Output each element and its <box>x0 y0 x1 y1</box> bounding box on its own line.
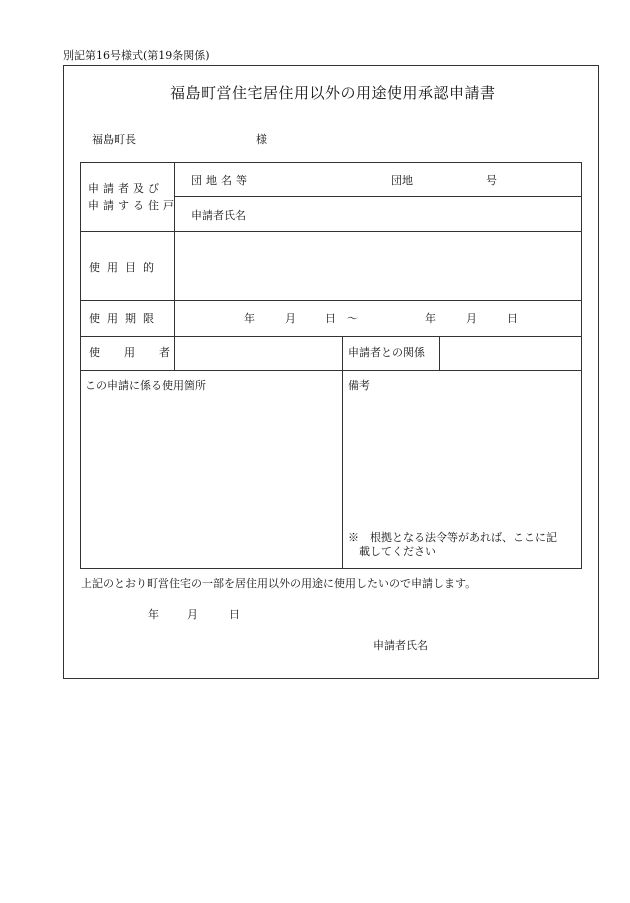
form-title: 福島町営住宅居住用以外の用途使用承認申請書 <box>170 84 496 102</box>
relation-field[interactable] <box>441 338 580 369</box>
date-day: 日 <box>229 608 240 621</box>
column-divider <box>174 162 175 370</box>
row-divider <box>80 336 582 337</box>
addressee: 福島町長 <box>92 133 136 146</box>
complex-name-label: 団地名等 <box>191 174 251 187</box>
date-year: 年 <box>148 608 159 621</box>
usage-location-field[interactable] <box>82 396 340 567</box>
column-divider <box>342 336 343 569</box>
purpose-field[interactable] <box>176 233 580 299</box>
applicant-label-line1: 申請者及び <box>88 182 163 195</box>
declaration-text: 上記のとおり町営住宅の一部を居住用以外の用途に使用したいので申請します。 <box>81 577 477 590</box>
applicant-name-label: 申請者氏名 <box>191 209 246 222</box>
user-label: 使用者 <box>89 346 194 359</box>
honorific: 様 <box>256 133 267 146</box>
relation-label: 申請者との関係 <box>348 346 425 359</box>
period-end-day: 日 <box>507 312 518 325</box>
form-number: 別記第16号様式(第19条関係) <box>63 49 210 62</box>
row-divider <box>80 231 582 232</box>
usage-location-label: この申請に係る使用箇所 <box>85 379 206 392</box>
unit-number-label: 号 <box>486 174 497 187</box>
remarks-note-line2: 載してください <box>359 545 436 558</box>
period-label: 使用期限 <box>89 312 161 325</box>
period-end-year: 年 <box>425 312 436 325</box>
row-divider <box>80 300 582 301</box>
period-start-day: 日 <box>325 312 336 325</box>
column-divider <box>439 336 440 370</box>
applicant-label-line2: 申請する住戸 <box>88 199 178 212</box>
user-field[interactable] <box>176 338 340 369</box>
signature-label: 申請者氏名 <box>373 639 428 652</box>
period-start-year: 年 <box>244 312 255 325</box>
complex-unit-label: 団地 <box>391 174 413 187</box>
date-month: 月 <box>187 608 198 621</box>
remarks-label: 備考 <box>348 379 370 392</box>
row-divider <box>80 370 582 371</box>
remarks-note-line1: ※ 根拠となる法令等があれば、ここに記 <box>348 531 557 544</box>
period-start-month: 月 <box>285 312 296 325</box>
period-tilde: ～ <box>347 312 358 325</box>
purpose-label: 使用目的 <box>89 261 161 274</box>
row-divider <box>174 196 582 197</box>
period-end-month: 月 <box>466 312 477 325</box>
